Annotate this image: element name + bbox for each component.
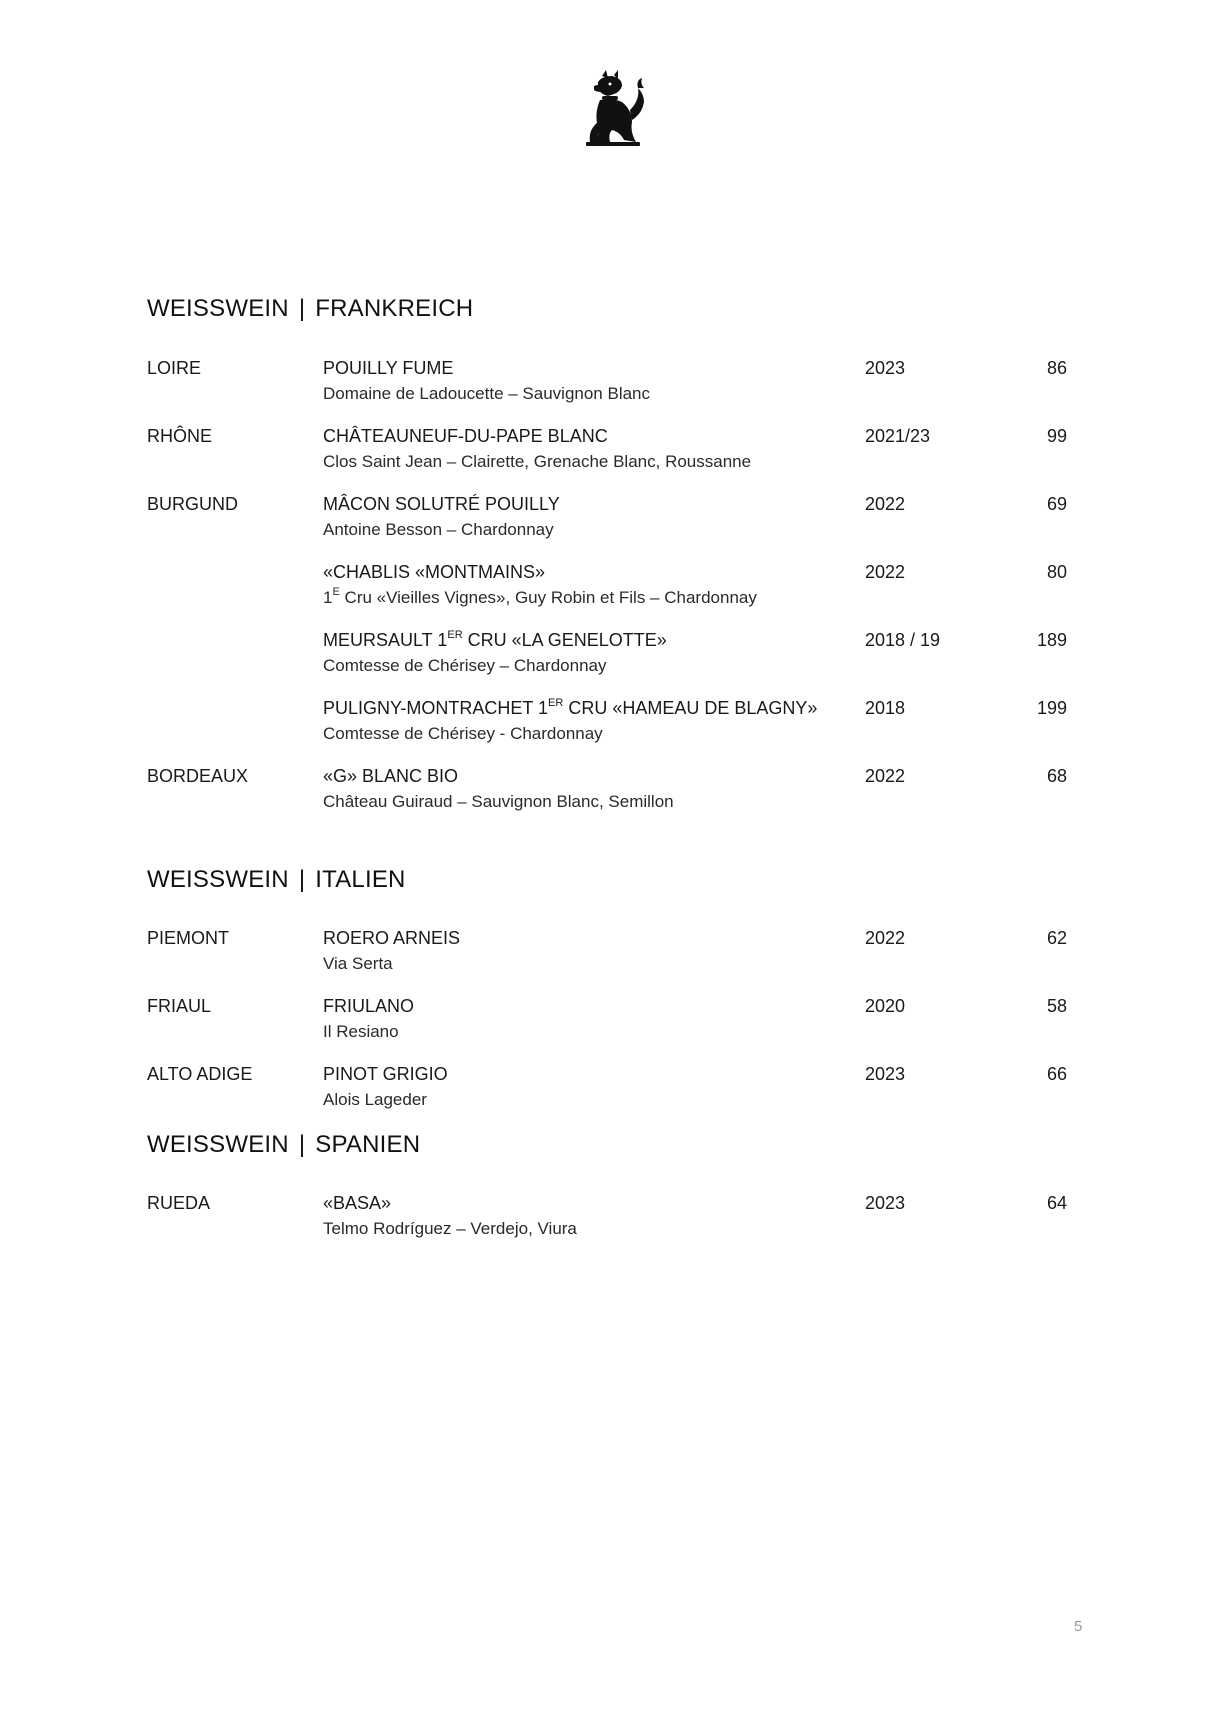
wine-vintage: 2023 [865,358,906,378]
wine-row [147,630,1067,682]
section-title-left: WEISSWEIN [147,866,289,893]
wine-vintage: 2018 [865,698,906,718]
wine-vintage: 2023 [865,1064,906,1084]
section-title-separator: | [298,866,306,893]
section-title-separator: | [298,295,306,322]
wine-description: Comtesse de Chérisey - Chardonnay [323,724,603,743]
wine-row [147,698,1067,750]
wine-description: Clos Saint Jean – Clairette, Grenache Blanc, Roussanne [323,452,752,471]
wine-vintage: 2020 [865,996,906,1016]
wine-price: 58 [1046,996,1067,1016]
wine-row [147,562,1067,614]
wine-vintage: 2022 [865,766,906,786]
section-title-italien [147,866,406,894]
wine-description: Domaine de Ladoucette – Sauvignon Blanc [323,384,651,403]
wine-region: RHÔNE [147,426,213,446]
wine-description: Alois Lageder [323,1090,427,1109]
wine-description: Comtesse de Chérisey – Chardonnay [323,656,607,675]
wine-name: «CHABLIS «MONTMAINS» [323,562,546,582]
wine-name: PULIGNY-MONTRACHET 1ER CRU «HAMEAU DE BLAGNY» [323,697,818,718]
section-title-separator: | [298,1131,306,1158]
wine-price: 62 [1046,928,1067,948]
wine-row [147,766,1067,818]
heraldic-beast-icon [580,70,650,150]
wine-row [147,358,1067,410]
wine-vintage: 2018 / 19 [865,630,941,650]
wine-row [147,494,1067,546]
section-title-right: FRANKREICH [315,295,474,322]
wine-name: CHÂTEAUNEUF-DU-PAPE BLANC [323,426,608,446]
wine-vintage: 2021/23 [865,426,931,446]
wine-vintage: 2022 [865,928,906,948]
wine-region: ALTO ADIGE [147,1064,253,1084]
section-title-right: SPANIEN [315,1131,421,1158]
wine-name: POUILLY FUME [323,358,454,378]
wine-price: 80 [1046,562,1067,582]
section-title-left: WEISSWEIN [147,1131,289,1158]
wine-vintage: 2023 [865,1193,906,1213]
wine-row [147,996,1067,1048]
wine-vintage: 2022 [865,494,906,514]
wine-price: 86 [1046,358,1067,378]
wine-name: ROERO ARNEIS [323,928,461,948]
wine-row [147,1064,1067,1116]
section-title-right: ITALIEN [315,866,406,893]
wine-description: Il Resiano [323,1022,399,1041]
page-number: 5 [1074,1618,1083,1635]
wine-vintage: 2022 [865,562,906,582]
wine-description: Telmo Rodríguez – Verdejo, Viura [323,1219,577,1238]
wine-price: 199 [1036,698,1067,718]
wine-description: Antoine Besson – Chardonnay [323,520,554,539]
wine-name: PINOT GRIGIO [323,1064,448,1084]
wine-price: 66 [1046,1064,1067,1084]
wine-region: BURGUND [147,494,239,514]
wine-name: «BASA» [323,1193,392,1213]
wine-description: Château Guiraud – Sauvignon Blanc, Semillon [323,792,674,811]
wine-row [147,1193,1067,1245]
wine-price: 189 [1036,630,1067,650]
wine-name: MEURSAULT 1ER CRU «LA GENELOTTE» [323,629,667,650]
wine-region: RUEDA [147,1193,211,1213]
wine-name: FRIULANO [323,996,415,1016]
wine-price: 69 [1046,494,1067,514]
wine-row [147,426,1067,478]
section-title-spanien [147,1131,420,1159]
wine-name: MÂCON SOLUTRÉ POUILLY [323,494,560,514]
wine-price: 68 [1046,766,1067,786]
wine-region: LOIRE [147,358,202,378]
section-title-frankreich [147,295,473,323]
wine-price: 64 [1046,1193,1067,1213]
wine-region: FRIAUL [147,996,212,1016]
wine-description: $1^E$ Cru «Vieilles Vignes», Guy Robin et Fils – Chardonnay [323,586,757,607]
wine-row [147,928,1067,980]
section-title-left: WEISSWEIN [147,295,289,322]
wine-price: 99 [1046,426,1067,446]
wine-description: Via Serta [323,954,393,973]
wine-region: PIEMONT [147,928,230,948]
wine-region: BORDEAUX [147,766,249,786]
wine-name: «G» BLANC BIO [323,766,459,786]
